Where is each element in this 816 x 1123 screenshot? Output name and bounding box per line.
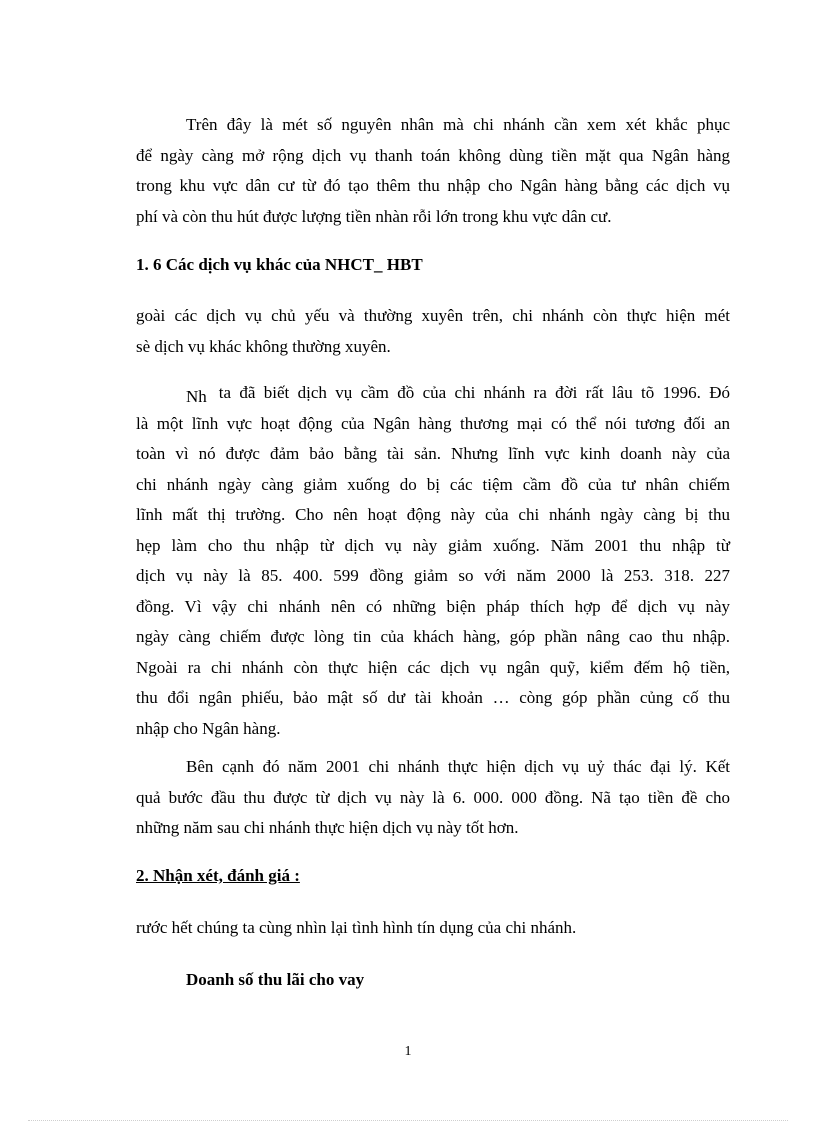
section-heading-1-6: 1. 6 Các dịch vụ khác của NHCT_ HBT (136, 255, 423, 274)
page-number: 1 (404, 1044, 412, 1059)
paragraph-line: những năm sau chi nhánh thực hiện dịch vụ này tốt hơn. (136, 818, 519, 837)
paragraph-line: lĩnh mất thị trường. Cho nên hoạt động này của chi nhánh ngày càng bị thu (136, 505, 730, 524)
paragraph-line: đồng. Vì vậy chi nhánh nên có những biện pháp thích hợp để dịch vụ này (136, 596, 730, 616)
paragraph-line: sè dịch vụ khác không thường xuyên. (136, 336, 391, 356)
paragraph-line: Ngoài ra chi nhánh còn thực hiện các dịch vụ ngân quỹ, kiểm đếm hộ tiền, (136, 657, 730, 677)
paragraph-4 (136, 752, 730, 844)
paragraph-prefix: Nh (186, 387, 207, 406)
paragraph-line: toàn vì nó được đảm bảo bằng tài sản. Nhưng lĩnh vực kinh doanh này của (136, 444, 730, 463)
paragraph-3 (136, 378, 730, 744)
paragraph-line-text: ta đã biết dịch vụ cầm đồ của chi nhánh ra đời rất lâu tõ 1996. Đó (218, 383, 730, 402)
paragraph-line: goài các dịch vụ chủ yếu và thường xuyên trên, chi nhánh còn thực hiện mét (136, 306, 730, 325)
paragraph-line: là một lĩnh vực hoạt động của Ngân hàng thương mại có thể nói tương đối an (136, 413, 730, 433)
paragraph-line: Trên đây là mét số nguyên nhân mà chi nhánh cần xem xét khắc phục (186, 115, 730, 134)
paragraph-line: quả bước đầu thu được từ dịch vụ này là 6. 000. 000 đồng. Nã tạo tiền đề cho (136, 787, 730, 807)
paragraph-line: nhập cho Ngân hàng. (136, 718, 281, 738)
subheading-interest-revenue: Doanh số thu lãi cho vay (186, 970, 365, 989)
paragraph-line: hẹp làm cho thu nhập từ dịch vụ này giảm xuống. Năm 2001 thu nhập từ (136, 535, 730, 555)
paragraph-line: thu đổi ngân phiếu, bảo mật số dư tài khoản … còng góp phần củng cố thu (136, 688, 730, 707)
paragraph-line (136, 378, 730, 409)
paragraph-line: Bên cạnh đó năm 2001 chi nhánh thực hiện dịch vụ uỷ thác đại lý. Kết (186, 757, 730, 776)
paragraph-line: ngày càng chiếm được lòng tin của khách hàng, góp phần nâng cao thu nhập. (136, 627, 730, 646)
paragraph-5 (136, 913, 730, 944)
paragraph-line: rước hết chúng ta cùng nhìn lại tình hình tín dụng của chi nhánh. (136, 918, 577, 937)
paragraph-line: chi nhánh ngày càng giảm xuống do bị các tiệm cầm đồ của tư nhân chiếm (136, 474, 730, 494)
paragraph-2 (136, 301, 730, 362)
page-bottom-divider (28, 1120, 788, 1121)
paragraph-line: để ngày càng mở rộng dịch vụ thanh toán không dùng tiền mặt qua Ngân hàng (136, 145, 730, 165)
paragraph-line: phí và còn thu hút được lượng tiền nhàn rỗi lớn trong khu vực dân cư. (136, 206, 612, 226)
paragraph-line: trong khu vực dân cư từ đó tạo thêm thu nhập cho Ngân hàng bằng các dịch vụ (136, 176, 730, 195)
paragraph-line: dịch vụ này là 85. 400. 599 đồng giảm so với năm 2000 là 253. 318. 227 (136, 566, 730, 585)
section-heading-2: 2. Nhận xét, đánh giá : (136, 866, 300, 885)
paragraph-1 (136, 110, 730, 232)
